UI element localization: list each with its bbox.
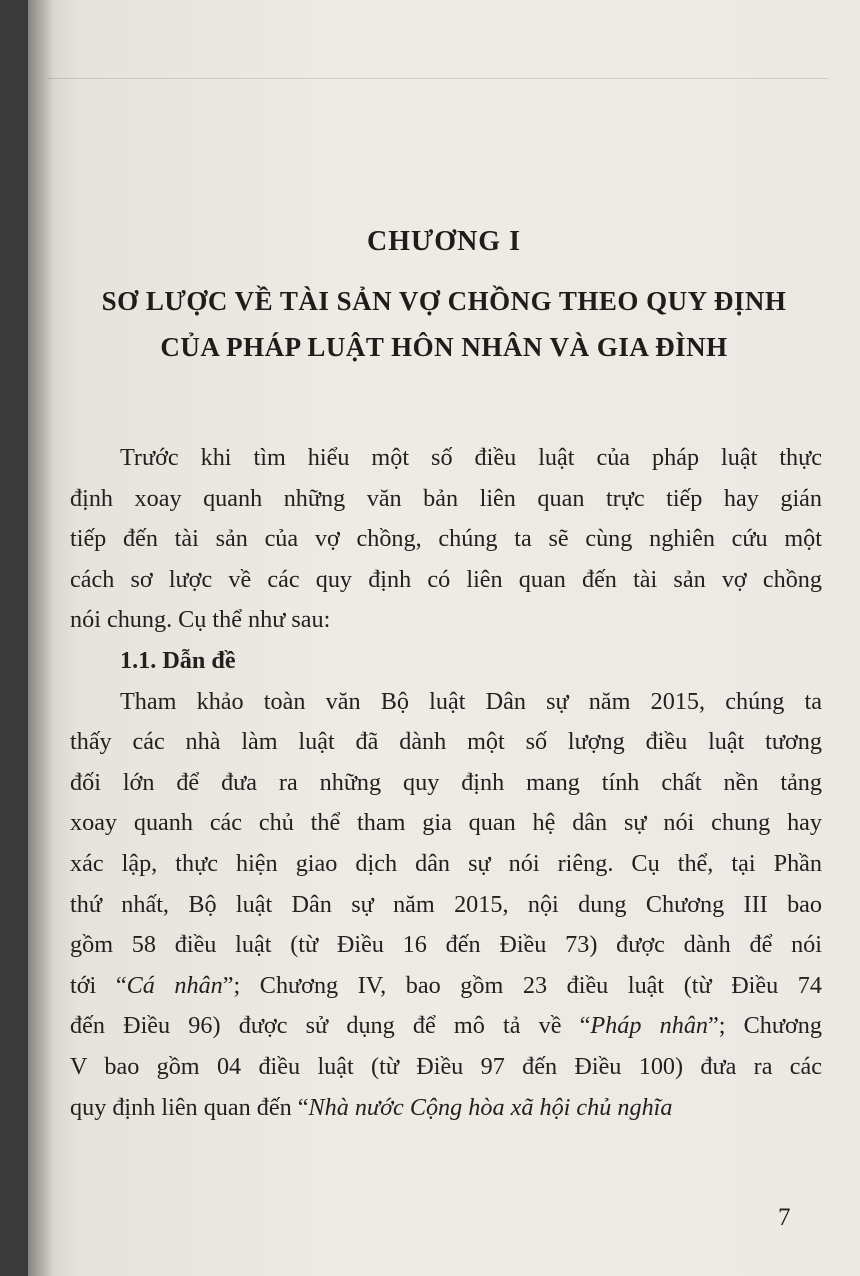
body-line-phap-nhan: đến Điều 96) được sử dụng để mô tả về “Pháp nhân”; Chương	[70, 1012, 822, 1040]
chapter-label: CHƯƠNG I	[367, 226, 521, 257]
body-line: thứ nhất, Bộ luật Dân sự năm 2015, nội dung Chương III bao	[70, 890, 822, 918]
body-text	[70, 438, 822, 1128]
body-line: gồm 58 điều luật (từ Điều 16 đến Điều 73) được dành để nói	[70, 931, 822, 959]
intro-line: cách sơ lược về các quy định có liên quan đến tài sản vợ chồng	[70, 565, 822, 593]
binding-shadow	[28, 0, 54, 1276]
intro-line: tiếp đến tài sản của vợ chồng, chúng ta sẽ cùng nghiên cứu một	[70, 525, 822, 553]
body-line-nha-nuoc: quy định liên quan đến “Nhà nước Cộng hòa xã hội chủ nghĩa	[70, 1093, 673, 1121]
chapter-title-line-1: SƠ LƯỢC VỀ TÀI SẢN VỢ CHỒNG THEO QUY ĐỊNH	[101, 286, 787, 316]
book-page	[28, 0, 860, 1276]
body-line: đối lớn để đưa ra những quy định mang tính chất nền tảng	[70, 768, 822, 796]
body-line: V bao gồm 04 điều luật (từ Điều 97 đến Điều 100) đưa ra các	[70, 1052, 822, 1080]
page-number: 7	[778, 1204, 791, 1231]
section-heading: 1.1. Dẫn đề	[120, 646, 236, 674]
intro-line: Trước khi tìm hiểu một số điều luật của pháp luật thực	[120, 444, 822, 471]
body-line: xác lập, thực hiện giao dịch dân sự nói riêng. Cụ thể, tại Phần	[70, 849, 822, 877]
body-line-ca-nhan: tới “Cá nhân”; Chương IV, bao gồm 23 điều luật (từ Điều 74	[70, 971, 822, 999]
term-nha-nuoc: Nhà nước Cộng hòa xã hội chủ nghĩa	[308, 1093, 673, 1121]
body-line: xoay quanh các chủ thể tham gia quan hệ dân sự nói chung hay	[70, 809, 822, 837]
term-phap-nhan: Pháp nhân	[590, 1012, 709, 1040]
chapter-title-line-2: CỦA PHÁP LUẬT HÔN NHÂN VÀ GIA ĐÌNH	[160, 332, 728, 362]
intro-line: nói chung. Cụ thể như sau:	[70, 606, 331, 634]
running-head-rule	[48, 54, 828, 79]
body-line: Tham khảo toàn văn Bộ luật Dân sự năm 2015, chúng ta	[120, 687, 822, 715]
intro-line: định xoay quanh những văn bản liên quan trực tiếp hay gián	[70, 484, 822, 512]
body-line: thấy các nhà làm luật đã dành một số lượng điều luật tương	[70, 728, 822, 756]
term-ca-nhan: Cá nhân	[126, 971, 223, 999]
